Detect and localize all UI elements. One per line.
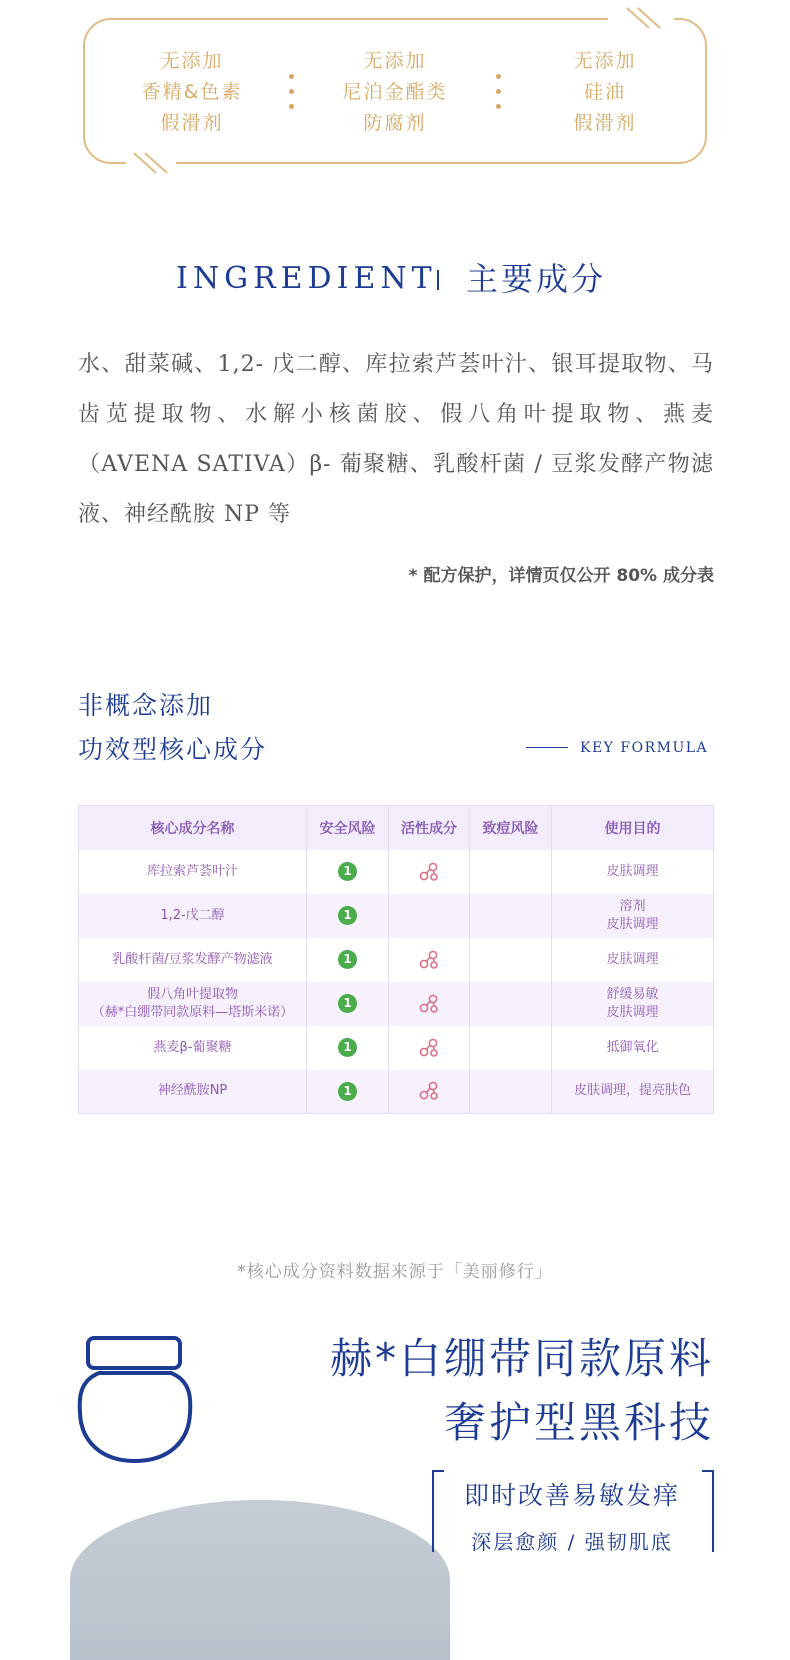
cell-purpose xyxy=(552,850,714,894)
separator-dot xyxy=(289,74,294,79)
safety-risk-badge: 1 xyxy=(338,950,357,969)
safety-risk-badge: 1 xyxy=(338,862,357,881)
molecule-icon xyxy=(418,1038,440,1058)
key-formula-title-line: 非概念添加 xyxy=(78,691,214,720)
cell-acne-risk xyxy=(470,894,552,938)
core-ingredient-table xyxy=(78,805,714,1114)
header-active: 活性成分 xyxy=(389,806,470,850)
purpose-line: 皮肤调理 xyxy=(606,863,659,879)
cell-purpose xyxy=(552,938,714,982)
cell-acne-risk xyxy=(470,938,552,982)
ingredient-name-line: （赫*白绷带同款原料—塔斯米诺） xyxy=(91,1004,294,1020)
promo-sub-2: 深层愈颜 / 强韧肌底 xyxy=(471,1530,673,1554)
cell-purpose xyxy=(552,1026,714,1070)
cell-ingredient-name xyxy=(79,1070,307,1114)
ingredient-name-line: 燕麦β-葡聚糖 xyxy=(153,1039,232,1055)
no-added-line: 香精&色素 xyxy=(141,81,243,103)
cell-purpose xyxy=(552,894,714,938)
key-formula-title xyxy=(78,684,267,772)
ingredient-name-line: 库拉索芦荟叶汁 xyxy=(146,863,238,879)
cell-acne-risk xyxy=(470,1070,552,1114)
cell-safety-risk xyxy=(307,1070,389,1114)
cell-safety-risk xyxy=(307,1026,389,1070)
table-row xyxy=(79,1026,714,1070)
cell-ingredient-name xyxy=(79,850,307,894)
no-added-column xyxy=(505,46,705,139)
molecule-icon xyxy=(418,1081,440,1101)
purpose-line: 皮肤调理 xyxy=(606,1004,659,1020)
no-added-line: 防腐剂 xyxy=(363,112,427,134)
promo-line-2: 奢护型黑科技 xyxy=(443,1398,714,1447)
ingredient-note: * 配方保护，详情页仅公开 80% 成分表 xyxy=(408,566,714,586)
purpose-line: 皮肤调理 xyxy=(606,916,659,932)
promo-sub-1: 即时改善易敏发痒 xyxy=(463,1481,680,1510)
safety-risk-badge: 1 xyxy=(338,994,357,1013)
separator-dot xyxy=(496,74,501,79)
table-row xyxy=(79,894,714,938)
separator-dot xyxy=(289,104,294,109)
cell-safety-risk xyxy=(307,894,389,938)
key-formula-title-line: 功效型核心成分 xyxy=(78,735,268,764)
ingredient-name-line: 假八角叶提取物 xyxy=(146,986,238,1002)
table-row xyxy=(79,938,714,982)
purpose-line: 皮肤调理 xyxy=(606,951,659,967)
cell-acne-risk xyxy=(470,982,552,1026)
purpose-line: 舒缓易敏 xyxy=(606,986,659,1002)
safety-risk-badge: 1 xyxy=(338,906,357,925)
purpose-line: 抵御氧化 xyxy=(606,1039,659,1055)
cell-active xyxy=(389,1070,470,1114)
promo-line-1: 赫*白绷带同款原料 xyxy=(329,1334,714,1383)
cell-ingredient-name xyxy=(79,938,307,982)
cell-ingredient-name xyxy=(79,982,307,1026)
cell-active xyxy=(389,982,470,1026)
table-header-row xyxy=(79,806,714,850)
cell-active xyxy=(389,894,470,938)
cell-ingredient-name xyxy=(79,1026,307,1070)
cell-purpose xyxy=(552,982,714,1026)
no-added-line: 假滑剂 xyxy=(573,112,637,134)
key-formula-label: KEY FORMULA xyxy=(580,740,709,756)
molecule-icon xyxy=(418,862,440,882)
cell-active xyxy=(389,1026,470,1070)
separator-dot xyxy=(496,89,501,94)
cell-purpose xyxy=(552,1070,714,1114)
no-added-line: 无添加 xyxy=(363,50,427,72)
no-added-line: 尼泊金酯类 xyxy=(342,81,448,103)
ingredient-name-line: 神经酰胺NP xyxy=(157,1083,228,1099)
cell-acne-risk xyxy=(470,850,552,894)
table-row xyxy=(79,982,714,1026)
molecule-icon xyxy=(418,950,440,970)
cell-safety-risk xyxy=(307,850,389,894)
ingredient-name-line: 乳酸杆菌/豆浆发酵产物滤液 xyxy=(112,951,273,967)
separator-dot xyxy=(496,104,501,109)
ingredient-title-en: INGREDIENT xyxy=(176,261,437,296)
source-note: *核心成分资料数据来源于「美丽修行」 xyxy=(237,1262,553,1282)
safety-risk-badge: 1 xyxy=(338,1082,357,1101)
safety-risk-badge: 1 xyxy=(338,1038,357,1057)
separator-dot xyxy=(289,89,294,94)
cell-safety-risk xyxy=(307,982,389,1026)
cell-active xyxy=(389,938,470,982)
header-purpose: 使用目的 xyxy=(552,806,714,850)
cell-safety-risk xyxy=(307,938,389,982)
bracket-right xyxy=(702,1470,714,1552)
header-name: 核心成分名称 xyxy=(79,806,307,850)
no-added-line: 无添加 xyxy=(573,50,637,72)
ingredient-title-cn: 主要成分 xyxy=(466,260,607,298)
ingredient-name-line: 1,2-戊二醇 xyxy=(160,907,225,923)
key-formula-rule xyxy=(526,747,568,748)
cell-active xyxy=(389,850,470,894)
table-row xyxy=(79,1070,714,1114)
no-added-line: 假滑剂 xyxy=(160,112,224,134)
title-divider xyxy=(437,270,439,290)
cell-ingredient-name xyxy=(79,894,307,938)
table-row xyxy=(79,850,714,894)
no-added-column xyxy=(295,46,495,139)
ingredient-list: 水、甜菜碱、1,2- 戊二醇、库拉索芦荟叶汁、银耳提取物、马齿苋提取物、水解小核菌胶、假八角叶提取物、燕麦（AVENA SATIVA）β- 葡聚糖、乳酸杆菌 / 豆浆发酵产物滤液、神经酰胺 NP 等 xyxy=(78,352,714,527)
header-safety: 安全风险 xyxy=(307,806,389,850)
no-added-line: 无添加 xyxy=(160,50,224,72)
cell-acne-risk xyxy=(470,1026,552,1070)
cream-jar-icon xyxy=(77,1335,193,1465)
header-acne: 致痘风险 xyxy=(470,806,552,850)
no-added-line: 硅油 xyxy=(583,81,626,103)
purpose-line: 皮肤调理，提亮肤色 xyxy=(573,1083,691,1099)
no-added-column xyxy=(92,46,292,139)
purpose-line: 溶剂 xyxy=(619,898,646,914)
product-image-backdrop xyxy=(70,1500,450,1660)
molecule-icon xyxy=(418,994,440,1014)
